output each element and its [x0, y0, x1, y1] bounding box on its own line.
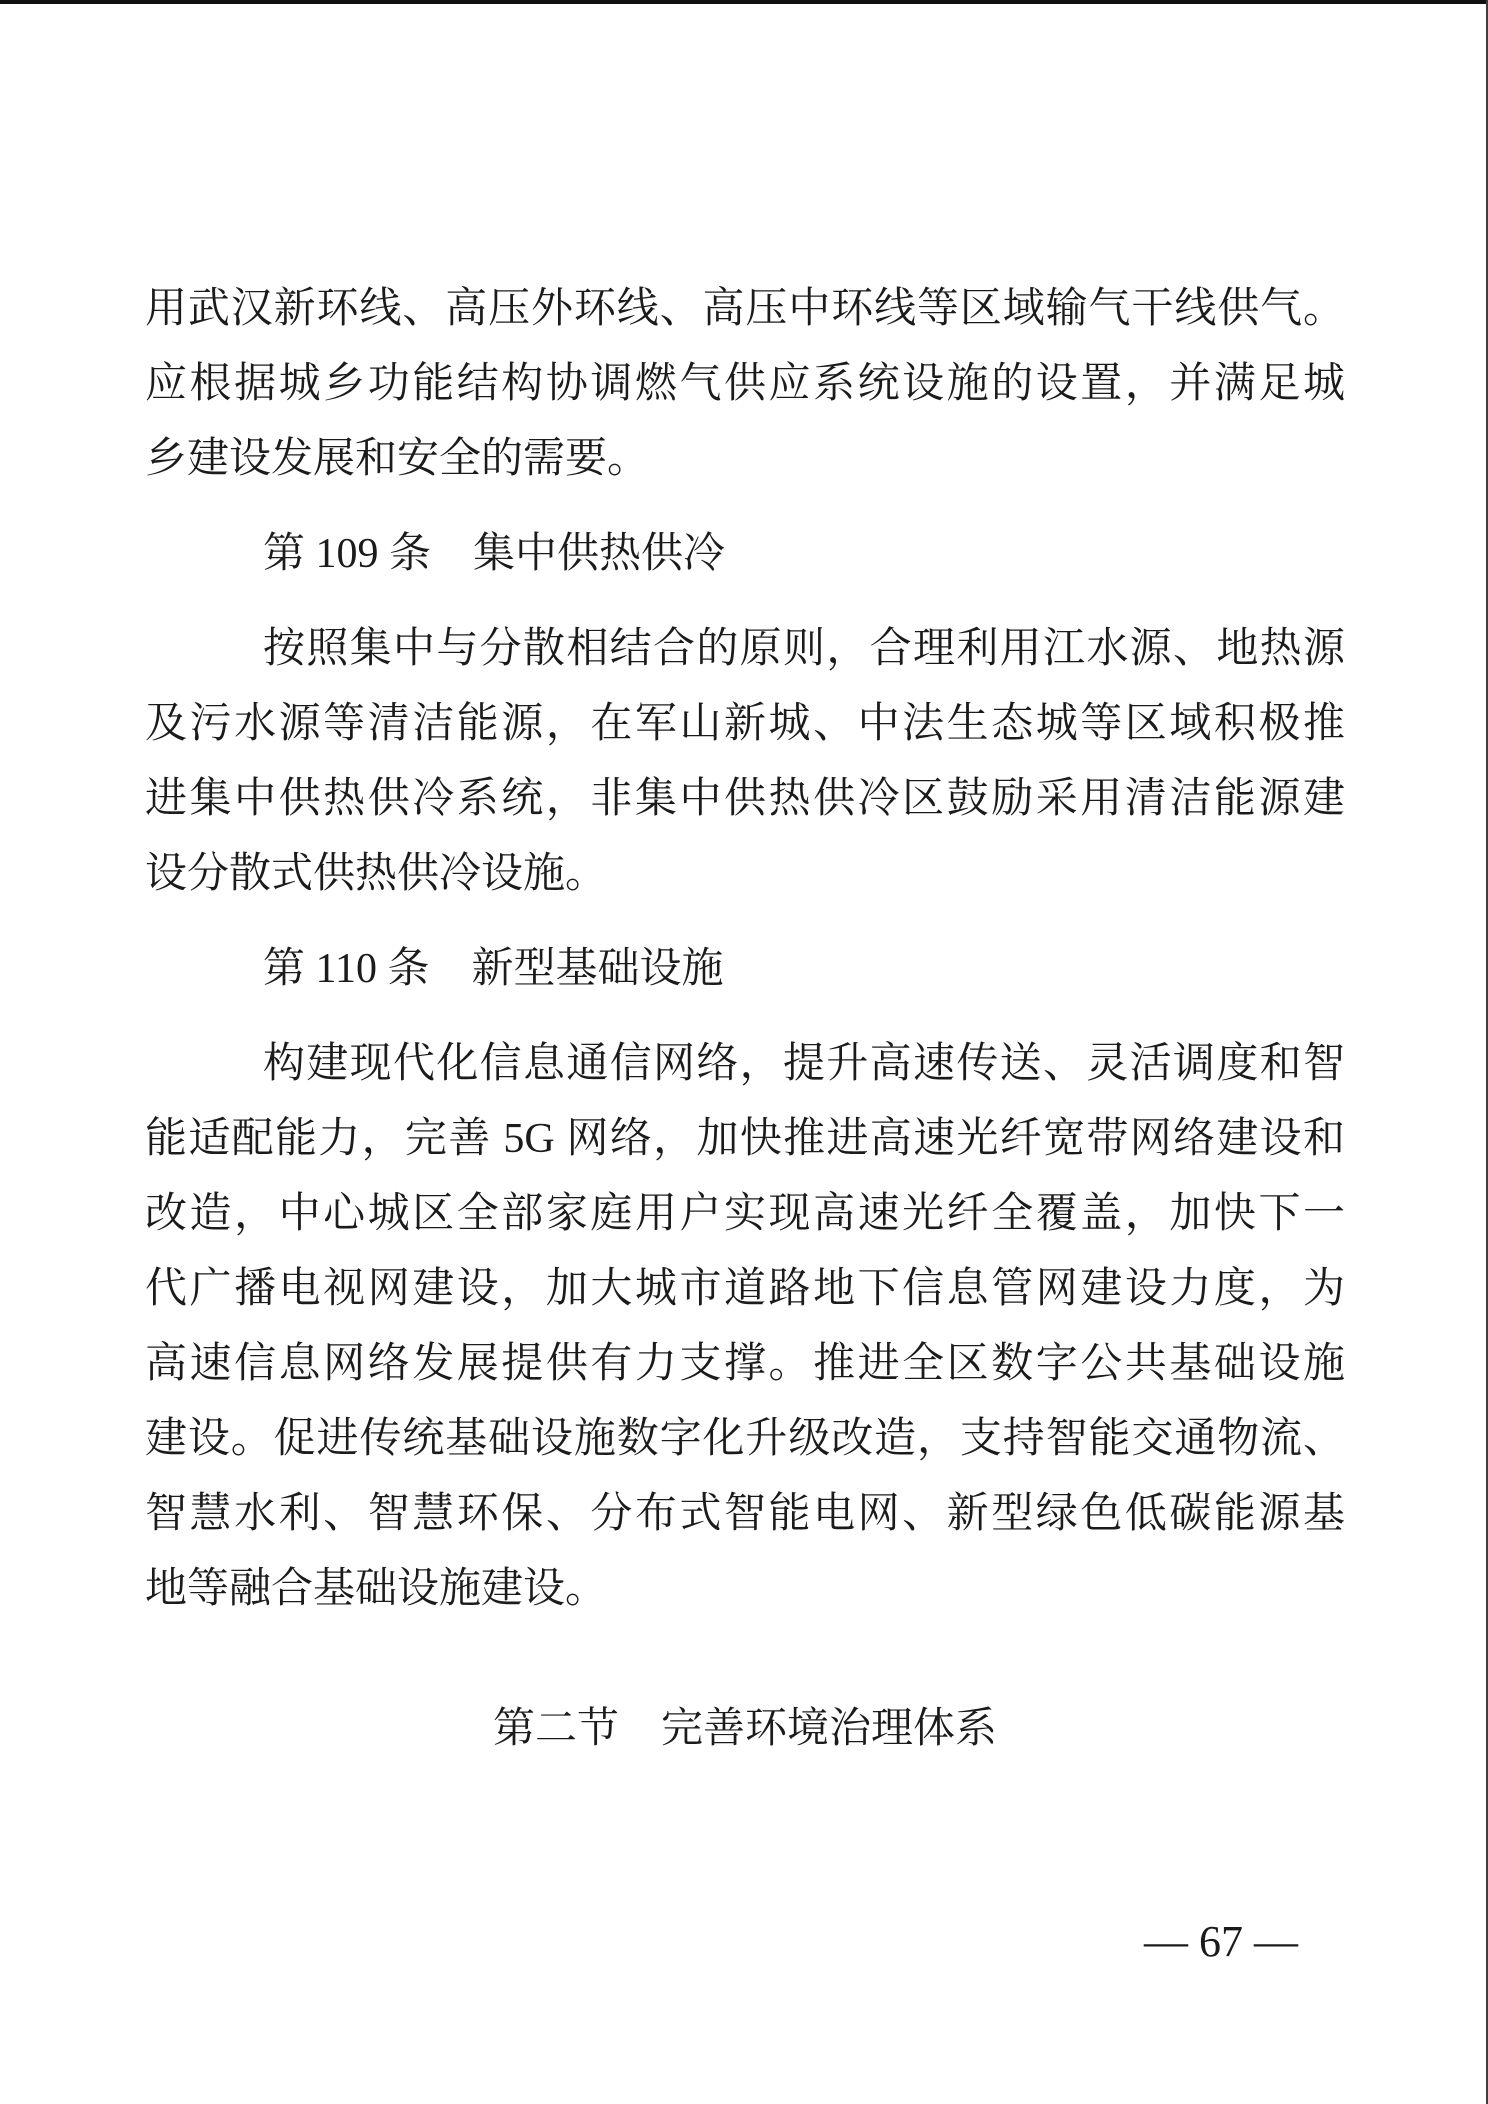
paragraph-line: 应根据城乡功能结构协调燃气供应系统设施的设置，并满足城	[145, 361, 1345, 407]
body-paragraph-gas-supply	[145, 272, 1345, 497]
scan-top-edge-bar	[0, 0, 1488, 4]
paragraph-line: 改造，中心城区全部家庭用户实现高速光纤全覆盖，加快下一	[145, 1191, 1345, 1237]
paragraph-line: 乡建设发展和安全的需要。	[145, 436, 650, 482]
paragraph-line: 构建现代化信息通信网络，提升高速传送、灵活调度和智	[263, 1041, 1345, 1087]
article-heading-text: 第 109 条 集中供热供冷	[263, 531, 726, 577]
paragraph-line: 用武汉新环线、高压外环线、高压中环线等区域输气干线供气。	[145, 286, 1345, 332]
body-paragraph-heating-cooling	[145, 612, 1345, 912]
paragraph-line: 建设。促进传统基础设施数字化升级改造，支持智能交通物流、	[145, 1416, 1345, 1462]
article-heading-text: 第 110 条 新型基础设施	[263, 946, 724, 992]
paragraph-line: 按照集中与分散相结合的原则，合理利用江水源、地热源	[263, 626, 1345, 672]
paragraph-line: 及污水源等清洁能源，在军山新城、中法生态城等区域积极推	[145, 701, 1345, 747]
article-heading-110	[145, 932, 1345, 1007]
paragraph-line: 代广播电视网建设，加大城市道路地下信息管网建设力度，为	[145, 1266, 1345, 1312]
article-heading-109	[145, 517, 1345, 592]
text-column	[145, 272, 1345, 1767]
paragraph-line: 高速信息网络发展提供有力支撑。推进全区数字公共基础设施	[145, 1341, 1345, 1387]
section-heading: 第二节 完善环境治理体系	[492, 1706, 997, 1752]
paragraph-line: 能适配能力，完善 5G 网络，加快推进高速光纤宽带网络建设和	[145, 1116, 1345, 1162]
page-number: — 67 —	[1144, 1917, 1298, 1966]
paragraph-line: 进集中供热供冷系统，非集中供热供冷区鼓励采用清洁能源建	[145, 776, 1345, 822]
body-paragraph-new-infrastructure	[145, 1027, 1345, 1627]
paragraph-line: 设分散式供热供冷设施。	[145, 851, 608, 897]
paragraph-line: 智慧水利、智慧环保、分布式智能电网、新型绿色低碳能源基	[145, 1491, 1345, 1537]
paragraph-line: 地等融合基础设施建设。	[145, 1566, 608, 1612]
